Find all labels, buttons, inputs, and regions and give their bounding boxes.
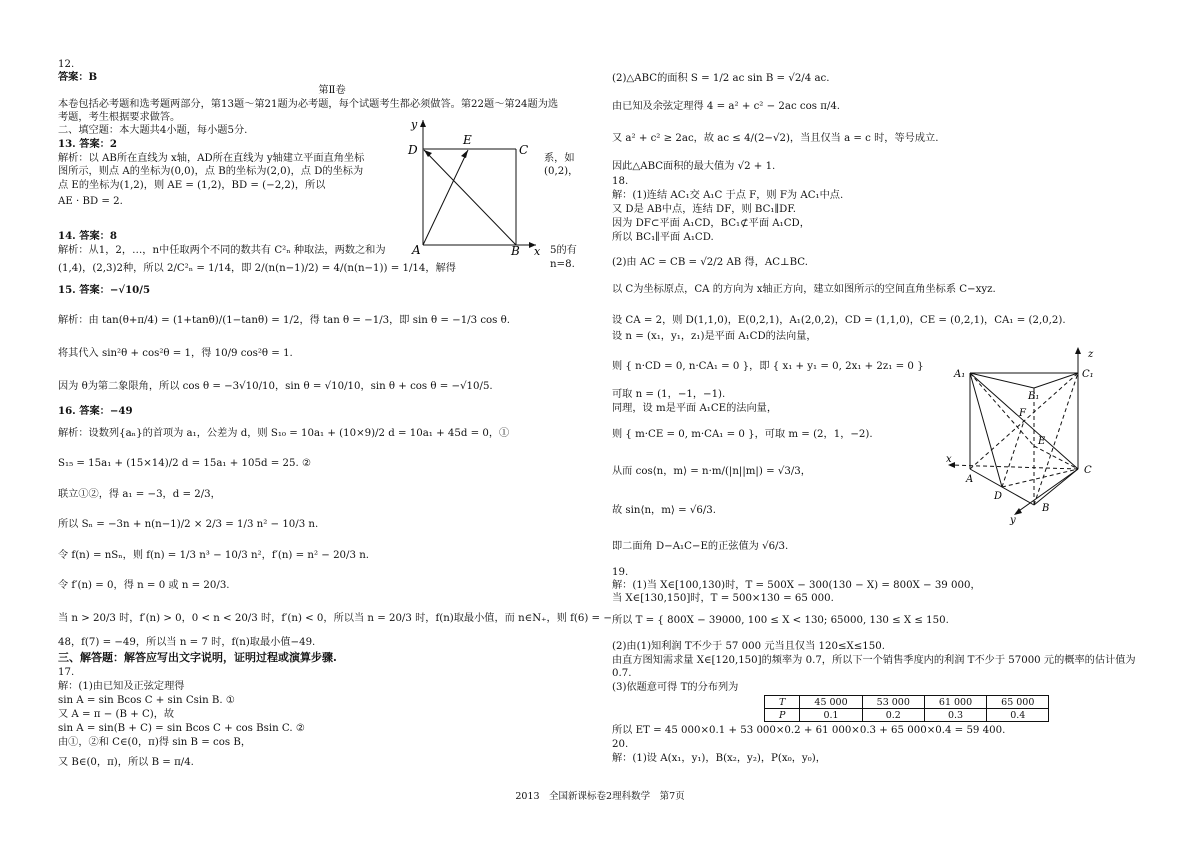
text-line: 设 CA = 2，则 D(1,1,0)，E(0,2,1)，A₁(2,0,2)，CD = (1,1,0)，CE = (0,2,1)，CA₁ = (2,0,2). (612, 315, 1066, 326)
table-row (765, 709, 1049, 722)
section-heading: 三、解答题：解答应写出文字说明，证明过程或演算步骤. (58, 651, 337, 664)
label-e: E (1038, 436, 1046, 447)
text-line: 5的有 (550, 245, 577, 256)
vector-ae (423, 150, 468, 245)
label-b: B (1042, 503, 1050, 514)
text-line: 解：(1)设 A(x₁，y₁)，B(x₂，y₂)，P(x₀，y₀)， (612, 753, 826, 764)
text-line: 17. (58, 667, 75, 678)
text-line: 当 X∈[130,150]时，T = 500×130 = 65 000. (612, 593, 834, 604)
figure-square-abcd (398, 112, 548, 257)
table-cell: 65 000 (987, 696, 1049, 709)
text-line: sin A = sin(B + C) = sin Bcos C + cos Bsin C. ② (58, 723, 305, 734)
text-line: 解：(1)当 X∈[100,130)时，T = 500X − 300(130 − X) = 800X − 39 000， (612, 580, 981, 591)
text-line: (2)由 AC = CB = √2/2 AB 得，AC⊥BC. (612, 257, 808, 268)
label-e: E (463, 133, 472, 147)
text-line: 0.7. (612, 668, 632, 679)
text-line: 当 n > 20/3 时，f′(n) > 0，0 < n < 20/3 时，f′(n) < 0，所以当 n = 20/3 时，f(n)取最小值，而 n∈N₊，则 f(6) = − (58, 613, 612, 624)
table-cell: 61 000 (924, 696, 986, 709)
text-line: 19. (612, 567, 629, 578)
text-line: 系，如 (544, 153, 575, 164)
text-line: 本卷包括必考题和选考题两部分，第13题～第21题为必考题，每个试题考生都必须做答。第22题～第24题为选 (58, 99, 559, 110)
text-line: 48，f(7) = −49，所以当 n = 7 时，f(n)取最小值−49. (58, 637, 316, 648)
text-line: n=8. (550, 259, 575, 270)
text-line: 从而 cos⟨n，m⟩ = n·m/(|n||m|) = √3/3， (612, 466, 811, 477)
text-line: 解：(1)连结 AC₁交 A₁C 于点 F，则 F为 AC₁中点. (612, 190, 844, 201)
text-line: 联立①②，得 a₁ = −3，d = 2/3， (58, 489, 221, 500)
text-line: 16. 答案：−49 (58, 405, 133, 417)
text-line: 考题，考生根据要求做答。 (58, 112, 181, 123)
text-line: 解析：设数列{aₙ}的首项为 a₁，公差为 d，则 S₁₀ = 10a₁ + (10×9)/2 d = 10a₁ + 45d = 0，① (58, 428, 510, 439)
table-cell: 0.4 (987, 709, 1049, 722)
text-line: 又 B∈(0，π)，所以 B = π/4. (58, 757, 194, 768)
text-line: 因此△ABC面积的最大值为 √2 + 1. (612, 161, 776, 172)
text-line: 点 E的坐标为(1,2)，则 AE = (1,2)，BD = (−2,2)，所以 (58, 180, 326, 191)
text-line: 则 { n·CD = 0, n·CA₁ = 0 }，即 { x₁ + y₁ = 0, 2x₁ + 2z₁ = 0 } (612, 361, 924, 372)
label-c1: C₁ (1082, 369, 1094, 380)
text-line: (2)△ABC的面积 S = 1/2 ac sin B = √2/4 ac. (612, 73, 830, 84)
text-line: 解析：从1，2，…，n中任取两个不同的数共有 C²ₙ 种取法，两数之和为 (58, 245, 386, 256)
x-axis (950, 465, 1078, 469)
z-axis-arrow (1075, 347, 1081, 354)
text-line: 又 D是 AB中点，连结 DF，则 BC₁∥DF. (612, 204, 797, 215)
text-line: 令 f(n) = nSₙ，则 f(n) = 1/3 n³ − 10/3 n²，f′(n) = n² − 20/3 n. (58, 550, 369, 561)
label-a: A (412, 243, 421, 257)
text-line: (3)依题意可得 T的分布列为 (612, 682, 739, 693)
edge-b1c1 (1034, 373, 1078, 388)
table-cell: 45 000 (800, 696, 862, 709)
text-line: 因为 DF⊂平面 A₁CD，BC₁⊄平面 A₁CD， (612, 218, 810, 229)
label-x: x (534, 245, 541, 257)
text-line: 所以 T = { 800X − 39000, 100 ≤ X < 130; 65000, 130 ≤ X ≤ 150. (612, 615, 949, 626)
text-line: S₁₅ = 15a₁ + (15×14)/2 d = 15a₁ + 105d = 25. ② (58, 458, 312, 469)
edge-a1b1 (970, 373, 1034, 388)
label-a1: A₁ (954, 369, 966, 380)
text-line: 15. 答案：−√10/5 (58, 284, 151, 296)
label-x: x (946, 454, 952, 465)
text-line: 由直方图知需求量 X∈[120,150]的频率为 0.7，所以下一个销售季度内的利润 T不少于 57000 元的概率的估计值为 (612, 655, 1136, 666)
vector-bd (424, 150, 516, 245)
label-d: D (994, 491, 1003, 502)
table-cell: T (765, 696, 800, 709)
text-line: 以 C为坐标原点，CA 的方向为 x轴正方向，建立如图所示的空间直角坐标系 C−xyz. (612, 284, 996, 295)
text-line: 12. (58, 59, 75, 70)
text-line: (2)由(1)知利润 T不少于 57 000 元当且仅当 120≤X≤150. (612, 641, 885, 652)
distribution-table (764, 695, 1049, 722)
label-z: z (1088, 349, 1094, 360)
text-line: sin A = sin Bcos C + sin Csin B. ① (58, 695, 236, 706)
text-line: 解：(1)由已知及正弦定理得 (58, 681, 185, 692)
table-cell: P (765, 709, 800, 722)
label-d: D (408, 143, 418, 157)
line-a1d (970, 373, 1002, 487)
label-y: y (1010, 515, 1016, 525)
text-line: (0,2)， (544, 166, 579, 177)
text-line: 所以 Sₙ = −3n + n(n−1)/2 × 2/3 = 1/3 n² − 10/3 n. (58, 519, 319, 530)
page-footer: 2013 全国新课标卷2理科数学 第7页 (515, 791, 685, 802)
text-line: (1,4)，(2,3)2种，所以 2/C²ₙ = 1/14，即 2/(n(n−1)/2) = 4/(n(n−1)) = 1/14，解得 (58, 263, 456, 274)
text-line: 图所示，则点 A的坐标为(0,0)，点 B的坐标为(2,0)，点 D的坐标为 (58, 166, 364, 177)
text-line: 答案：B (58, 71, 98, 83)
text-line: 13. 答案：2 (58, 138, 117, 150)
label-b1: B₁ (1028, 391, 1040, 402)
text-line: 即二面角 D−A₁C−E的正弦值为 √6/3. (612, 541, 789, 552)
text-line: 20. (612, 739, 629, 750)
label-c: C (1084, 465, 1092, 476)
y-axis-arrow (420, 120, 426, 127)
table-cell: 53 000 (862, 696, 924, 709)
text-line: 解析：以 AB所在直线为 x轴，AD所在直线为 y轴建立平面直角坐标 (58, 153, 365, 164)
text-line: 令 f′(n) = 0，得 n = 0 或 n = 20/3. (58, 580, 230, 591)
label-c: C (519, 143, 529, 157)
text-line: 可取 n = (1，−1，−1). (612, 389, 726, 400)
text-line: 所以 BC₁∥平面 A₁CD. (612, 232, 714, 243)
text-line: AE · BD = 2. (58, 196, 123, 207)
label-a: A (966, 474, 974, 485)
vector-bd-arrow (424, 150, 432, 157)
text-line: 所以 ET = 45 000×0.1 + 53 000×0.2 + 61 000×0.3 + 65 000×0.4 = 59 400. (612, 725, 1006, 736)
text-line: 则 { m·CE = 0, m·CA₁ = 0 }，可取 m = (2，1，−2). (612, 429, 873, 440)
text-line: 二、填空题：本大题共4小题，每小题5分. (58, 125, 248, 136)
edge-bc (1034, 469, 1078, 505)
text-line: 同理，设 m是平面 A₁CE的法向量， (612, 403, 778, 414)
text-line: 由已知及余弦定理得 4 = a² + c² − 2ac cos π/4. (612, 101, 841, 112)
text-line: 又 a² + c² ≥ 2ac，故 ac ≤ 4/(2−√2)，当且仅当 a = c 时，等号成立. (612, 133, 939, 144)
text-line: 18. (612, 176, 629, 187)
label-b: B (511, 244, 520, 257)
section-title: 第Ⅱ卷 (318, 85, 346, 96)
text-line: 将其代入 sin²θ + cos²θ = 1，得 10/9 cos²θ = 1. (58, 348, 293, 359)
text-line: 因为 θ为第二象限角，所以 cos θ = −3√10/10，sin θ = √10/10，sin θ + cos θ = −√10/5. (58, 381, 493, 392)
text-line: 由①，②和 C∈(0，π)得 sin B = cos B， (58, 737, 252, 748)
table-cell: 0.1 (800, 709, 862, 722)
table-cell: 0.3 (924, 709, 986, 722)
text-line: 故 sin⟨n，m⟩ = √6/3. (612, 505, 716, 516)
table-cell: 0.2 (862, 709, 924, 722)
figure-triangular-prism (942, 343, 1102, 525)
text-line: 解析：由 tan(θ+π/4) = (1+tanθ)/(1−tanθ) = 1/2，得 tan θ = −1/3，即 sin θ = −1/3 cos θ. (58, 315, 511, 326)
label-y: y (411, 118, 418, 131)
text-line: 14. 答案：8 (58, 230, 117, 242)
table-row (765, 696, 1049, 709)
text-line: 设 n = (x₁，y₁，z₁)是平面 A₁CD的法向量， (612, 331, 817, 342)
label-f: F (1019, 408, 1026, 419)
vector-ae-arrow (461, 150, 468, 158)
text-line: 又 A = π − (B + C)，故 (58, 709, 175, 720)
